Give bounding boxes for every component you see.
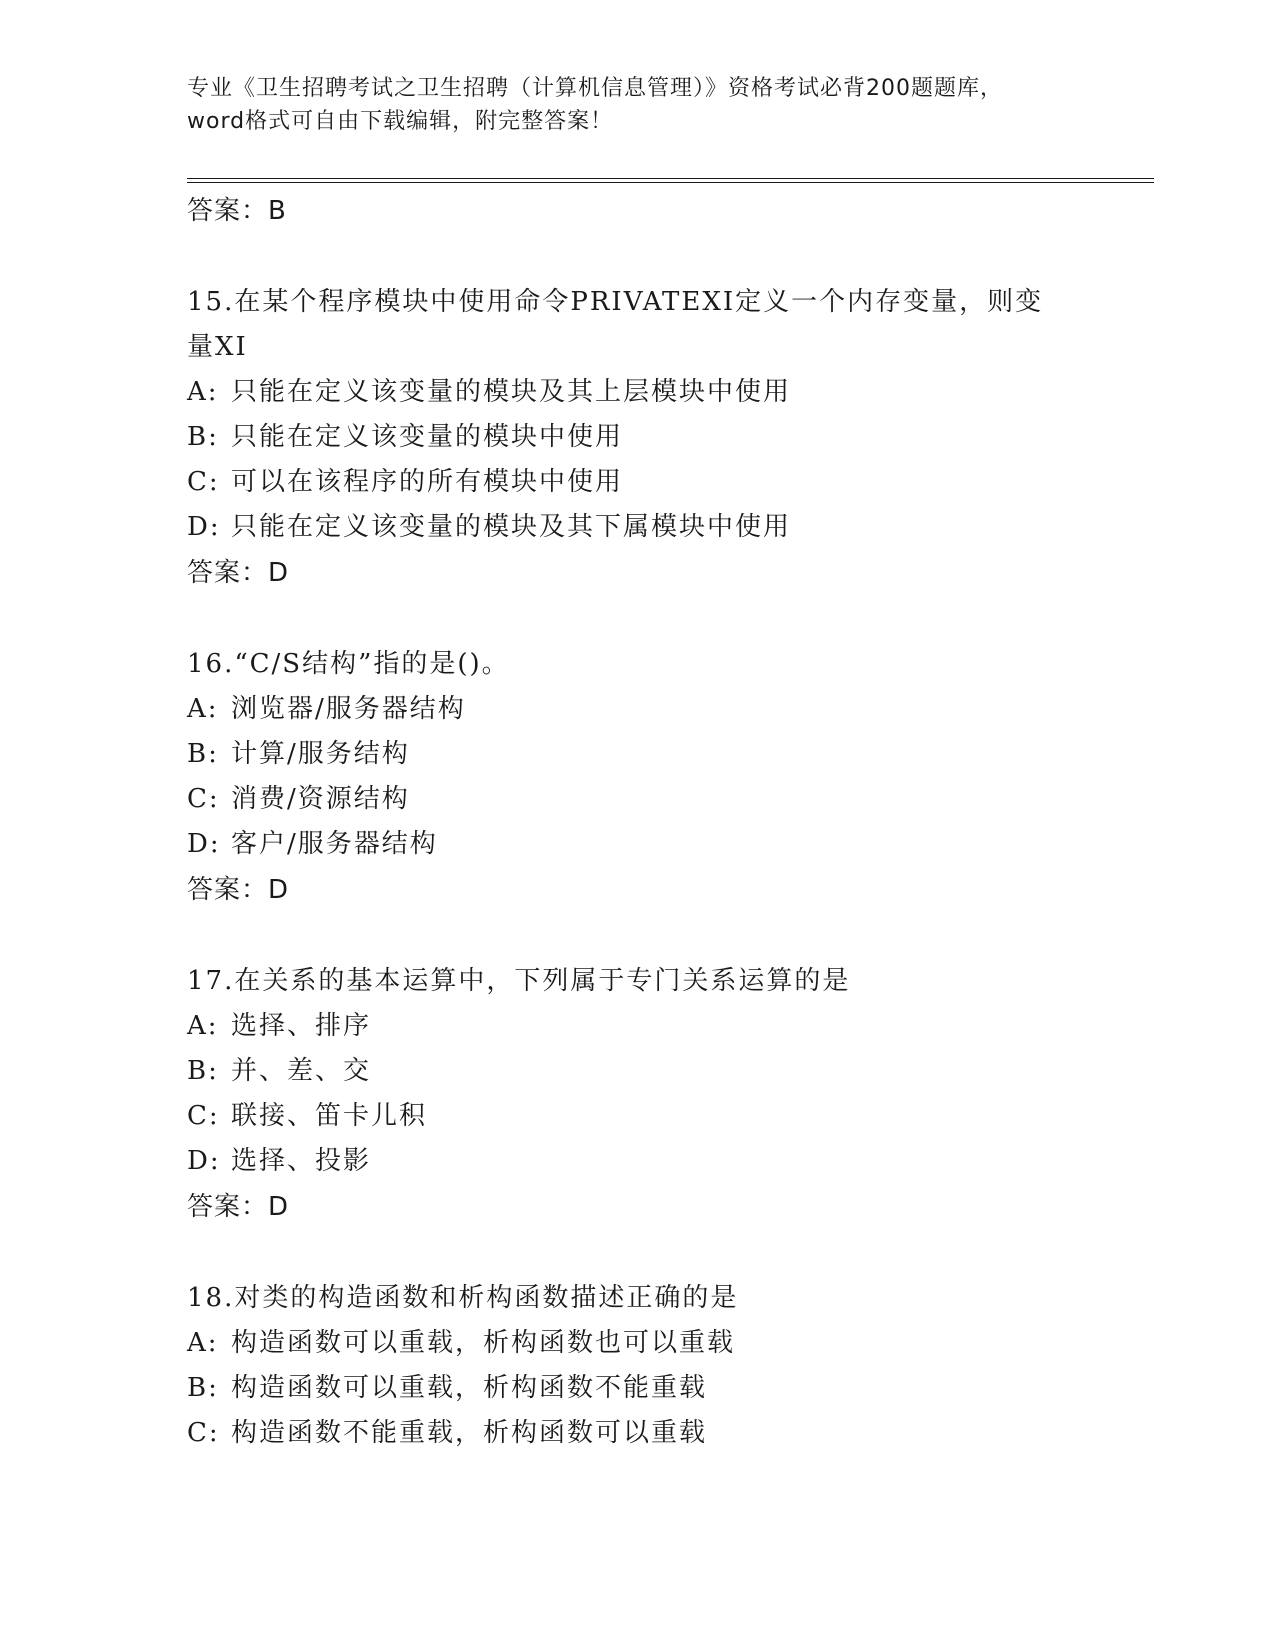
question-title: 16.“C/S结构”指的是()。 bbox=[187, 649, 510, 679]
question-title: 18.对类的构造函数和析构函数描述正确的是 bbox=[187, 1283, 739, 1313]
option-b bbox=[187, 732, 1087, 777]
option-b bbox=[187, 1049, 1087, 1094]
option-b bbox=[187, 1366, 1087, 1411]
document-body bbox=[187, 188, 1087, 1502]
option-letter: A: bbox=[187, 694, 219, 724]
option-text: 浏览器/服务器结构 bbox=[231, 694, 466, 724]
option-text: 构造函数可以重载，析构函数不能重载 bbox=[231, 1373, 708, 1403]
header-line-2: word格式可自由下载编辑，附完整答案！ bbox=[187, 109, 614, 134]
option-letter: C: bbox=[187, 1101, 220, 1131]
option-letter: D: bbox=[187, 512, 221, 542]
answer-line: 答案：B bbox=[187, 196, 287, 226]
option-letter: C: bbox=[187, 784, 220, 814]
option-text: 客户/服务器结构 bbox=[231, 829, 438, 859]
option-text: 构造函数可以重载，析构函数也可以重载 bbox=[231, 1328, 736, 1358]
option-text: 只能在定义该变量的模块及其下属模块中使用 bbox=[231, 512, 792, 542]
answer-line: 答案：D bbox=[187, 875, 290, 905]
option-c bbox=[187, 1094, 1087, 1139]
option-d bbox=[187, 822, 1087, 867]
option-a bbox=[187, 370, 1087, 415]
option-a bbox=[187, 1004, 1087, 1049]
option-a bbox=[187, 687, 1087, 732]
option-letter: C: bbox=[187, 1418, 220, 1448]
option-letter: A: bbox=[187, 1328, 219, 1358]
header-line-1: 专业《卫生招聘考试之卫生招聘（计算机信息管理）》资格考试必背200题题库， bbox=[187, 76, 1003, 101]
option-letter: B: bbox=[187, 422, 219, 452]
question-title: 15.在某个程序模块中使用命令PRIVATEXI定义一个内存变量，则变量XI bbox=[187, 287, 1044, 362]
option-text: 并、差、交 bbox=[231, 1056, 372, 1086]
question-16 bbox=[187, 642, 1087, 913]
option-letter: D: bbox=[187, 829, 221, 859]
option-text: 只能在定义该变量的模块及其上层模块中使用 bbox=[231, 377, 792, 407]
option-c bbox=[187, 460, 1087, 505]
option-d bbox=[187, 505, 1087, 550]
question-18 bbox=[187, 1276, 1087, 1456]
option-letter: B: bbox=[187, 1056, 219, 1086]
option-letter: A: bbox=[187, 1011, 219, 1041]
option-text: 可以在该程序的所有模块中使用 bbox=[231, 467, 624, 497]
question-15 bbox=[187, 280, 1087, 596]
option-letter: B: bbox=[187, 1373, 219, 1403]
header-double-rule bbox=[187, 178, 1154, 183]
option-text: 联接、笛卡儿积 bbox=[231, 1101, 428, 1131]
option-text: 消费/资源结构 bbox=[231, 784, 410, 814]
option-b bbox=[187, 415, 1087, 460]
question-title: 17.在关系的基本运算中，下列属于专门关系运算的是 bbox=[187, 966, 851, 996]
option-text: 选择、排序 bbox=[231, 1011, 372, 1041]
option-text: 只能在定义该变量的模块中使用 bbox=[231, 422, 624, 452]
option-letter: A: bbox=[187, 377, 219, 407]
option-text: 计算/服务结构 bbox=[231, 739, 410, 769]
option-a bbox=[187, 1321, 1087, 1366]
page-header bbox=[187, 72, 1087, 138]
option-letter: D: bbox=[187, 1146, 221, 1176]
option-text: 选择、投影 bbox=[231, 1146, 372, 1176]
answer-line: 答案：D bbox=[187, 558, 290, 588]
option-text: 构造函数不能重载，析构函数可以重载 bbox=[231, 1418, 708, 1448]
answer-line: 答案：D bbox=[187, 1192, 290, 1222]
option-c bbox=[187, 1411, 1087, 1456]
option-letter: B: bbox=[187, 739, 219, 769]
option-letter: C: bbox=[187, 467, 220, 497]
option-d bbox=[187, 1139, 1087, 1184]
question-17 bbox=[187, 959, 1087, 1230]
option-c bbox=[187, 777, 1087, 822]
